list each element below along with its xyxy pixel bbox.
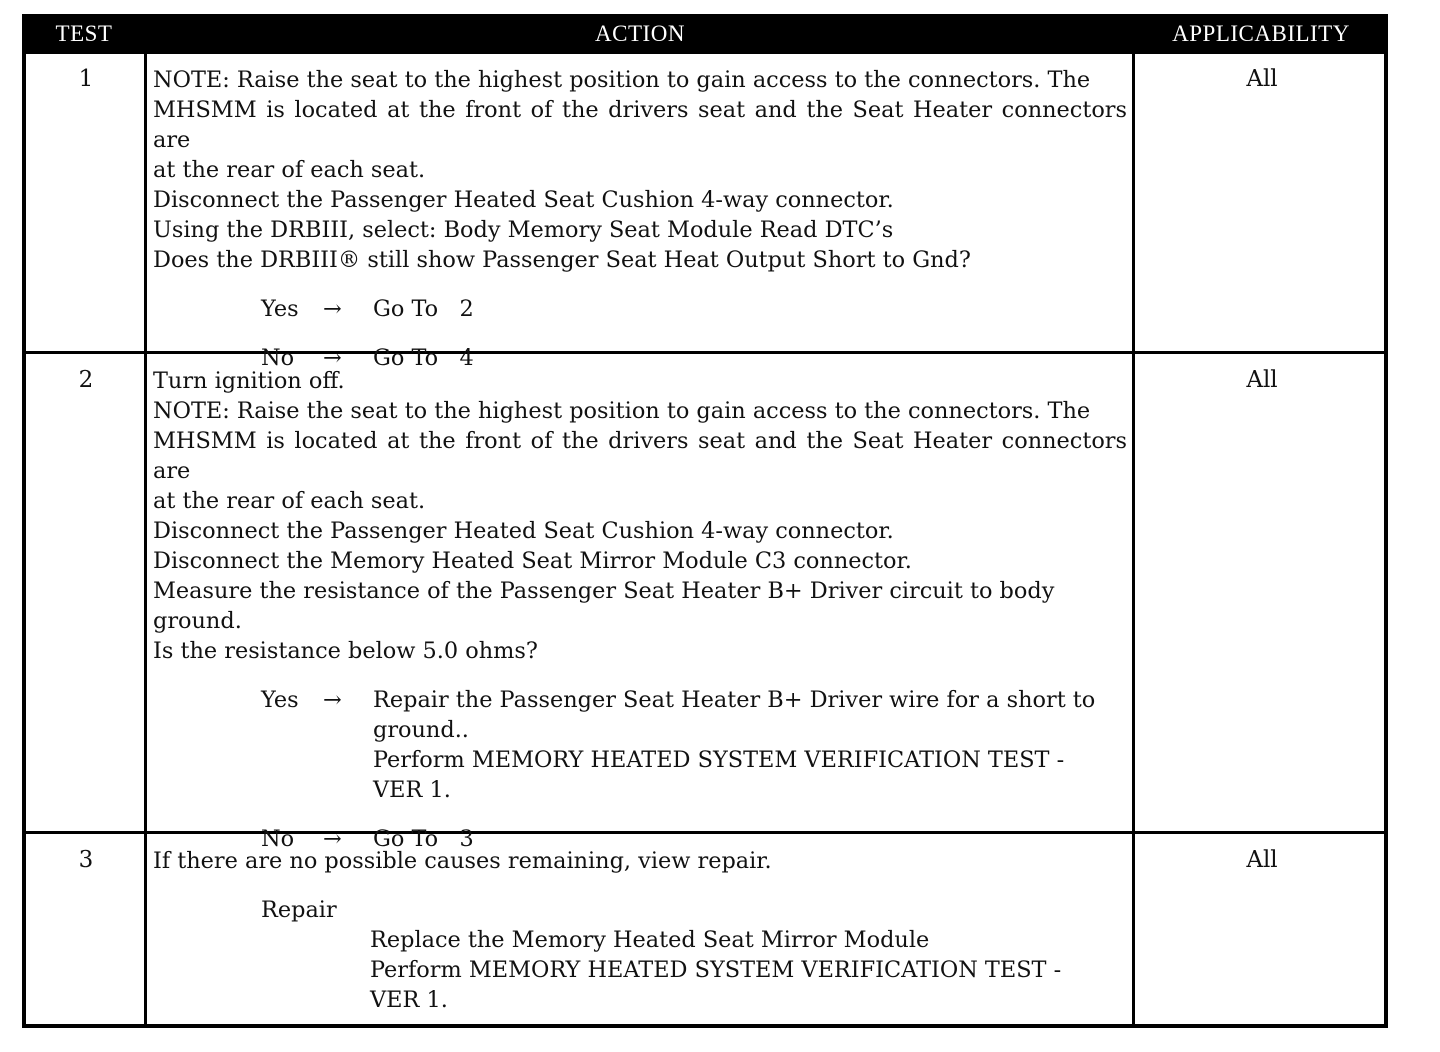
result-line: Perform MEMORY HEATED SYSTEM VERIFICATION TEST - [373, 747, 1065, 773]
header-action: ACTION [595, 21, 685, 46]
arrow-right-icon: → [323, 687, 342, 713]
header-applicability: APPLICABILITY [1172, 21, 1350, 46]
action-line: Disconnect the Passenger Heated Seat Cushion 4-way connector. [153, 518, 894, 544]
action-line: ground. [153, 608, 242, 634]
yes-result: Go To 2 [373, 296, 474, 322]
test-2-action [153, 366, 1127, 854]
action-line: Turn ignition off. [153, 368, 345, 394]
column-divider-test [144, 54, 147, 1024]
test-1-action [153, 65, 1127, 373]
applicability-value: All [1246, 847, 1278, 873]
column-divider-applicability [1132, 54, 1135, 1024]
action-line: MHSMM is located at the front of the drivers seat and the Seat Heater connectors are [153, 97, 1127, 153]
action-line: at the rear of each seat. [153, 157, 426, 183]
yes-label: Yes [261, 296, 299, 322]
yes-result [373, 685, 1127, 805]
result-line: Repair the Passenger Seat Heater B+ Driver wire for a short to [373, 687, 1096, 713]
no-label: No [261, 826, 295, 852]
action-line: Using the DRBIII, select: Body Memory Seat Module Read DTC’s [153, 217, 894, 243]
result-line: ground.. [373, 717, 469, 743]
repair-instructions [370, 925, 1127, 1015]
repair-line: Perform MEMORY HEATED SYSTEM VERIFICATION TEST - [370, 957, 1062, 983]
applicability-value: All [1246, 66, 1278, 92]
test-number: 3 [78, 847, 94, 873]
repair-line: Replace the Memory Heated Seat Mirror Module [370, 927, 930, 953]
no-result: Go To 3 [373, 826, 474, 852]
action-line: NOTE: Raise the seat to the highest position to gain access to the connectors. The [153, 67, 1091, 93]
diagnostic-test-table [22, 14, 1388, 1028]
result-line: VER 1. [373, 777, 451, 803]
header-test: TEST [55, 21, 113, 46]
no-label: No [261, 345, 295, 371]
action-line: Measure the resistance of the Passenger Seat Heater B+ Driver circuit to body [153, 578, 1055, 604]
action-line: at the rear of each seat. [153, 488, 426, 514]
test-3-action [153, 846, 1127, 1015]
action-line: Disconnect the Memory Heated Seat Mirror Module C3 connector. [153, 548, 912, 574]
yes-branch [261, 294, 1127, 324]
repair-line: VER 1. [370, 987, 448, 1013]
no-result: Go To 4 [373, 345, 474, 371]
action-line: Is the resistance below 5.0 ohms? [153, 638, 538, 664]
arrow-right-icon: → [323, 345, 342, 371]
test-number: 1 [78, 66, 94, 92]
arrow-right-icon: → [323, 826, 342, 852]
action-line: MHSMM is located at the front of the drivers seat and the Seat Heater connectors are [153, 428, 1127, 484]
action-line: If there are no possible causes remaining, view repair. [153, 848, 772, 874]
yes-label: Yes [261, 687, 299, 713]
test-number: 2 [78, 367, 94, 393]
action-line: Disconnect the Passenger Heated Seat Cushion 4-way connector. [153, 187, 894, 213]
repair-label: Repair [261, 897, 337, 923]
arrow-right-icon: → [323, 296, 342, 322]
action-line: NOTE: Raise the seat to the highest position to gain access to the connectors. The [153, 398, 1091, 424]
applicability-value: All [1246, 367, 1278, 393]
yes-branch [261, 685, 1127, 805]
table-header [22, 14, 1388, 54]
action-line: Does the DRBIII® still show Passenger Seat Heat Output Short to Gnd? [153, 247, 971, 273]
